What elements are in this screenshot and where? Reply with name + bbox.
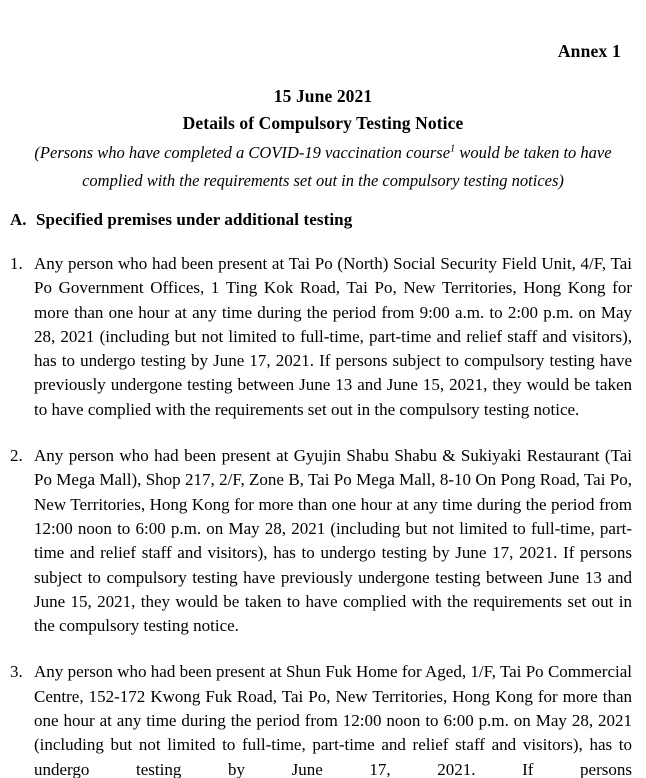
annex-label: Annex 1	[557, 41, 621, 61]
list-item	[10, 444, 632, 638]
list-item-marker: 1.	[10, 254, 23, 273]
list-item-text: Any person who had been present at Shun Fuk Home for Aged, 1/F, Tai Po Commercial Centre, 152-172 Kwong Fuk Road, Tai Po, New Territories, Hong Kong for more than one hour at any time during the period from 12:00 noon to 6:00 p.m. on May 28, 2021 (including but not limited to full-time, part-time and relief staff and visitors), has to undergo testing by June 17, 2021. If persons	[34, 662, 632, 778]
list-item	[10, 660, 632, 778]
subtitle-text-before-footnote: (Persons who have completed a COVID-19 vaccination course	[34, 143, 451, 162]
list-item-text: Any person who had been present at Tai Po (North) Social Security Field Unit, 4/F, Tai Po Government Offices, 1 Ting Kok Road, Tai Po, New Territories, Hong Kong for more than one hour at any time during the period from 9:00 a.m. to 2:00 p.m. on May 28, 2021 (including but not limited to full-time, part-time and relief staff and visitors), has to undergo testing by June 17, 2021. If persons subject to compulsory testing have previously undergone testing between June 13 and June 15, 2021, they would be taken to have complied with the requirements set out in the compulsory testing notice.	[34, 254, 632, 419]
list-item-marker: 2.	[10, 446, 23, 466]
document-subtitle	[18, 139, 628, 195]
document-date: 15 June 2021	[273, 86, 373, 106]
section-heading-a	[10, 208, 630, 232]
section-marker: A.	[10, 210, 27, 229]
list-item-marker: 3.	[10, 662, 23, 682]
section-heading-text: Specified premises under additional testing	[36, 210, 353, 229]
list-item-text: Any person who had been present at Gyujin Shabu Shabu & Sukiyaki Restaurant (Tai Po Mega Mall), Shop 217, 2/F, Zone B, Tai Po Mega Mall, 8-10 On Pong Road, Tai Po, New Territories, Hong Kong for more than one hour at any time during the period from 12:00 noon to 6:00 p.m. on May 28, 2021 (including but not limited to full-time, part-time and relief staff and visitors), has to undergo testing by June 17, 2021. If persons subject to compulsory testing have previously undergone testing between June 13 and June 15, 2021, they would be taken to have complied with the requirements set out in the compulsory testing notice.	[34, 446, 632, 636]
document-title: Details of Compulsory Testing Notice	[182, 113, 464, 133]
subtitle-text-after-footnote: would be taken to have complied with the requirements set out in the compulsory testing notices)	[82, 143, 612, 190]
premises-list	[10, 252, 632, 778]
footnote-marker-icon: 1	[450, 143, 456, 155]
list-item	[10, 252, 632, 422]
title-block	[18, 84, 628, 195]
